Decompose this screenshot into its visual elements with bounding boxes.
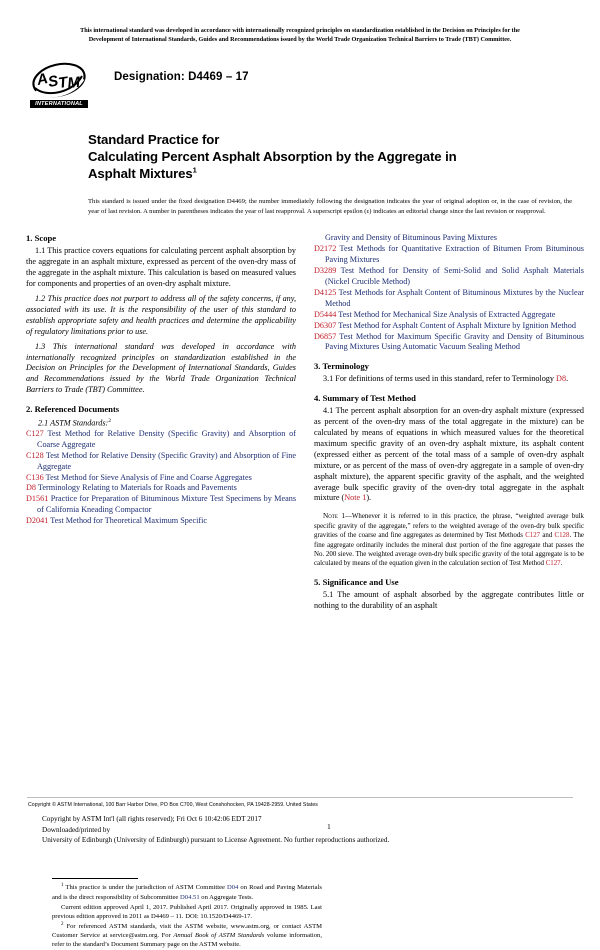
ref-id[interactable]: D6857 <box>314 331 337 341</box>
footnote-1-part-b: on Road and Paving Materials and is the direct responsibility of Subcommittee <box>52 884 322 901</box>
ref-id[interactable]: D4125 <box>314 287 337 297</box>
footnote-1-ref-d04[interactable]: D04 <box>227 884 239 892</box>
ref-text[interactable]: Test Method for Theoretical Maximum Specific <box>50 516 208 526</box>
ref-text[interactable]: Test Method for Mechanical Size Analysis of Extracted Aggregate <box>338 309 556 319</box>
note-1 <box>314 511 584 568</box>
tbt-banner-line1: This international standard was developed in accordance with internationally recognized principles on standardization established in the Decision on Principles for the <box>80 27 520 34</box>
list-item[interactable] <box>26 451 296 473</box>
svg-text:S: S <box>46 72 60 91</box>
section-heading-terminology: 3. Terminology <box>314 361 369 372</box>
astm-logo-mark-icon <box>30 61 88 101</box>
referenced-documents-list-left <box>26 429 296 527</box>
ref-text[interactable]: Terminology Relating to Materials for Roads and Pavements <box>37 483 237 493</box>
ref-text[interactable]: Test Method for Density of Semi-Solid and Solid Asphalt Materials (Nickel Crucible Method) <box>325 266 584 286</box>
summary-text-before: 4.1 The percent asphalt absorption for an oven-dry asphalt mixture (expressed as percent of the oven-dry mass of the total aggregate in the mixture) can be calculated by means of equations in which measured values for the theoretical maximum specific gravity of an oven-dry asphalt mixture, its asphalt content (expressed either as percent of the total mass of a sample of oven-dry asphalt mixture, or as percent of the mass of oven-dry aggregate in a sample of oven-dry asphalt mixture), the apparent specific gravity of the asphalt, and the weighted average bulk specific gravity of the oven-dry total aggregate in the asphalt mixture ( <box>314 406 584 503</box>
title-footnote-marker: 1 <box>192 166 197 176</box>
astm-standards-subheading-text: 2.1 ASTM Standards: <box>38 418 109 428</box>
svg-text:A: A <box>35 69 50 89</box>
summary-paragraph-4-1 <box>314 406 584 504</box>
list-item[interactable] <box>26 516 296 527</box>
issued-under-note: This standard is issued under the fixed designation D4469; the number immediately following the designation indicates the year of original adoption or, in the case of revision, the year of last revision. A number in parentheses indicates the year of last reapproval. A superscript epsilon (ε) indicates an editorial change since the last revision or reapproval. <box>88 197 572 215</box>
right-column <box>314 233 584 743</box>
ref-text[interactable]: Practice for Preparation of Bituminous Mixture Test Specimens by Means of California Kneading Compactor <box>37 494 297 515</box>
ref-text[interactable]: Test Method for Sieve Analysis of Fine and Coarse Aggregates <box>45 472 252 482</box>
ref-id[interactable]: D2172 <box>314 244 337 254</box>
list-item[interactable] <box>26 473 296 484</box>
footnote-2-part-a: For referenced ASTM standards, visit the ASTM website, www.astm.org, or contact ASTM Customer Service at service@astm.org. For <box>52 923 322 940</box>
ref-id[interactable]: D3289 <box>314 266 337 276</box>
list-item-continuation[interactable] <box>314 233 584 244</box>
ref-text[interactable]: Test Methods for Asphalt Content of Bituminous Mixtures by the Nuclear Method <box>325 287 584 308</box>
section-heading-scope: 1. Scope <box>26 233 57 244</box>
note-1-part-d: . <box>560 560 563 568</box>
list-item[interactable] <box>314 288 584 310</box>
scope-paragraph-1-2: 1.2 This practice does not purport to address all of the safety concerns, if any, associated with its use. It is the responsibility of the user of this standard to establish appropriate safety and health practices and determine the applicability of regulatory limitations prior to use. <box>26 293 296 336</box>
astm-standards-footnote-marker: 2 <box>108 418 112 425</box>
note-1-part-a: —Whenever it is referred to in this practice, the phrase, “weighted average bulk specific gravity of the aggregate,” refers to the weighted average of the oven-dry bulk specific gravities of the coarse and fine aggregates as determined by Test Methods <box>314 513 584 540</box>
section-heading-significance-and-use: 5. Significance and Use <box>314 576 399 587</box>
copyright-notice: Copyright © ASTM International, 100 Barr Harbor Drive, PO Box C700, West Conshohocken, PA 19428-2959. United States <box>28 801 318 808</box>
section-heading-summary-of-test-method: 4. Summary of Test Method <box>314 393 416 404</box>
astm-logo-subtitle: INTERNATIONAL <box>30 100 88 108</box>
ref-id[interactable]: D2041 <box>26 516 49 526</box>
footnote-1-part-c: on Aggregate Tests. <box>199 893 254 901</box>
ref-text-continuation[interactable]: Gravity and Density of Bituminous Paving Mixtures <box>325 233 497 243</box>
svg-text:T: T <box>57 73 69 92</box>
list-item[interactable] <box>314 266 584 288</box>
ref-text[interactable]: Test Method for Relative Density (Specific Gravity) and Absorption of Coarse Aggregate <box>37 428 296 449</box>
ref-text[interactable]: Test Method for Maximum Specific Gravity and Density of Bituminous Paving Mixtures Using Automatic Vacuum Sealing Method <box>325 331 584 352</box>
footnote-1 <box>52 883 322 901</box>
referenced-documents-list-right <box>314 233 584 353</box>
document-page <box>0 26 600 949</box>
title-line-2: Calculating Percent Asphalt Absorption by the Aggregate in <box>88 149 457 165</box>
terminology-paragraph-3-1 <box>314 374 584 385</box>
footnote-1-current-edition: Current edition approved April 1, 2017. Published April 2017. Originally approved in 1985. Last previous edition approved in 2011 as D4469 – 11. DOI: 10.1520/D4469-17. <box>52 903 322 920</box>
license-line-1: Copyright by ASTM Int'l (all rights reserved); Fri Oct 6 10:42:06 EDT 2017 <box>42 814 262 823</box>
list-item[interactable] <box>314 310 584 321</box>
designation-label: Designation: D4469 – 17 <box>114 70 249 83</box>
footnote-2-marker: 2 <box>61 921 64 927</box>
terminology-text-before: 3.1 For definitions of terms used in this standard, refer to Terminology <box>323 374 557 384</box>
list-item[interactable] <box>26 429 296 451</box>
footnote-1-part-a: This practice is under the jurisdiction of ASTM Committee <box>63 884 227 892</box>
ref-text[interactable]: Test Methods for Quantitative Extraction of Bitumen From Bituminous Paving Mixtures <box>325 244 584 265</box>
scope-paragraph-1-1: 1.1 This practice covers equations for calculating percent asphalt absorption by the aggregate in an asphalt mixture, expressed as percent of the oven-dry mass of the aggregate in the asphalt mixture. This calculation is based on measured values for components and properties of an oven-dry asphalt mixture. <box>26 246 296 289</box>
summary-text-after: ). <box>366 493 372 503</box>
significance-paragraph-5-1: 5.1 The amount of asphalt absorbed by the aggregate contributes little or nothing to the durability of an asphalt <box>314 589 584 610</box>
title-line-1: Standard Practice for <box>88 131 220 147</box>
terminology-ref-d8[interactable]: D8 <box>556 374 567 384</box>
ref-id[interactable]: D8 <box>26 483 37 493</box>
license-line-3: University of Edinburgh (University of Edinburgh) pursuant to License Agreement. No further reproductions authorized. <box>42 836 390 845</box>
note-1-label: Note 1 <box>323 511 346 521</box>
ref-id[interactable]: C136 <box>26 472 44 482</box>
note-1-part-b: and <box>540 532 555 540</box>
list-item[interactable] <box>26 483 296 494</box>
title-line-3-text: Asphalt Mixtures <box>88 166 193 182</box>
license-block <box>42 814 600 847</box>
note-1-part-c: . The fine aggregate ordinarily includes the mineral dust portion of the fine aggregate that passes the No. 200 sieve. The weighted average oven-dry bulk specific gravity of the total aggregate is to be calculated by means of the equation given in the calculation section of Test Method <box>314 532 584 568</box>
list-item[interactable] <box>26 494 296 516</box>
tbt-banner-line2: Development of International Standards, Guides and Recommendations issued by the World Trade Organization Technical Barriers to Trade (TBT) Committee. <box>88 36 512 44</box>
footnote-1-ref-d0451[interactable]: D04.51 <box>180 893 200 901</box>
summary-note-reference[interactable]: Note 1 <box>344 493 367 503</box>
ref-text[interactable]: Test Method for Relative Density (Specific Gravity) and Absorption of Fine Aggregate <box>37 450 296 471</box>
list-item[interactable] <box>314 332 584 354</box>
footnotes-block <box>52 878 322 950</box>
tbt-banner <box>28 26 572 45</box>
note-1-ref-c128[interactable]: C128 <box>554 532 570 540</box>
note-1-ref-c127[interactable]: C127 <box>525 532 541 540</box>
note-1-ref-c127-second[interactable]: C127 <box>545 560 561 568</box>
page-number: 1 <box>327 821 331 831</box>
ref-id[interactable]: D1561 <box>26 494 49 504</box>
astm-logo <box>30 61 90 108</box>
ref-id[interactable]: D6307 <box>314 320 337 330</box>
section-heading-referenced-documents: 2. Referenced Documents <box>26 404 120 415</box>
terminology-text-after: . <box>566 374 569 384</box>
license-line-2: Downloaded/printed by <box>42 825 111 834</box>
ref-text[interactable]: Test Method for Asphalt Content of Asphalt Mixture by Ignition Method <box>338 320 576 330</box>
ref-id[interactable]: D5444 <box>314 309 337 319</box>
ref-id[interactable]: C128 <box>26 450 44 460</box>
page-title <box>88 131 572 183</box>
scope-paragraph-1-3: 1.3 This international standard was developed in accordance with internationally recognized principles on standardization established in the Decision on Principles for the Development of International Standards, Guides and Recommendations issued by the World Trade Organization Technical Barriers to Trade (TBT) Committee. <box>26 341 296 395</box>
footer-divider <box>27 797 573 798</box>
footnote-2-italic: Annual Book of ASTM Standards <box>173 932 265 940</box>
footnote-rule <box>52 878 138 879</box>
svg-text:M: M <box>66 73 81 92</box>
document-header <box>30 61 600 117</box>
footnote-2-part-b: volume information, refer to the standard’s Document Summary page on the ASTM website. <box>52 932 322 949</box>
title-line-3 <box>88 165 572 182</box>
footnote-2 <box>52 922 322 949</box>
footnote-1-marker: 1 <box>61 883 64 889</box>
list-item[interactable] <box>314 244 584 266</box>
astm-standards-subheading <box>26 418 296 428</box>
ref-id[interactable]: C127 <box>26 428 44 438</box>
list-item[interactable] <box>314 321 584 332</box>
page-footer <box>0 797 600 846</box>
